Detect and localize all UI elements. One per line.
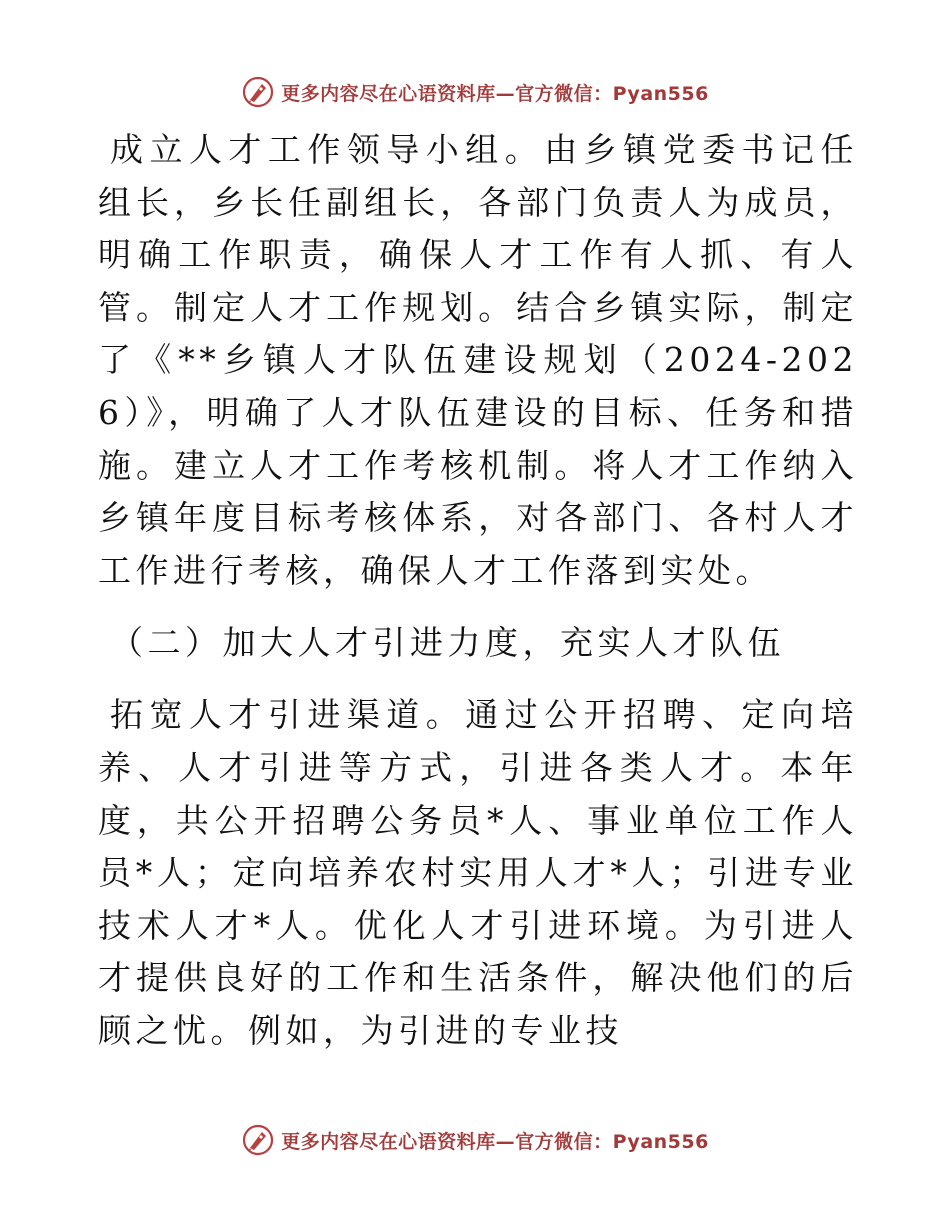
pen-nib-logo-icon — [241, 75, 275, 109]
header-banner-text: 更多内容尽在心语资料库—官方微信：Pyan556 — [281, 82, 709, 105]
footer-banner-text: 更多内容尽在心语资料库—官方微信：Pyan556 — [281, 1130, 709, 1153]
body-paragraph: 成立人才工作领导小组。由乡镇党委书记任组长，乡长任副组长，各部门负责人为成员，明确工作职责，确保人才工作有人抓、有人管。制定人才工作规划。结合乡镇实际，制定了《**乡镇人才队伍建设规划（2024-2026）》，明确了人才队伍建设的目标、任务和措施。建立人才工作考核机制。将人才工作纳入乡镇年度目标考核体系，对各部门、各村人才工作进行考核，确保人才工作落到实处。 — [98, 130, 858, 590]
pen-nib-logo-icon — [241, 1123, 275, 1157]
footer-banner — [0, 1120, 950, 1160]
body-paragraph: 拓宽人才引进渠道。通过公开招聘、定向培养、人才引进等方式，引进各类人才。本年度，共公开招聘公务员*人、事业单位工作人员*人；定向培养农村实用人才*人；引进专业技术人才*人。优化人才引进环境。为引进人才提供良好的工作和生活条件，解决他们的后顾之忧。例如，为引进的专业技 — [98, 695, 858, 1050]
section-heading: （二）加大人才引进力度，充实人才队伍 — [110, 623, 785, 663]
header-banner — [0, 72, 950, 112]
document-body — [98, 124, 858, 1058]
